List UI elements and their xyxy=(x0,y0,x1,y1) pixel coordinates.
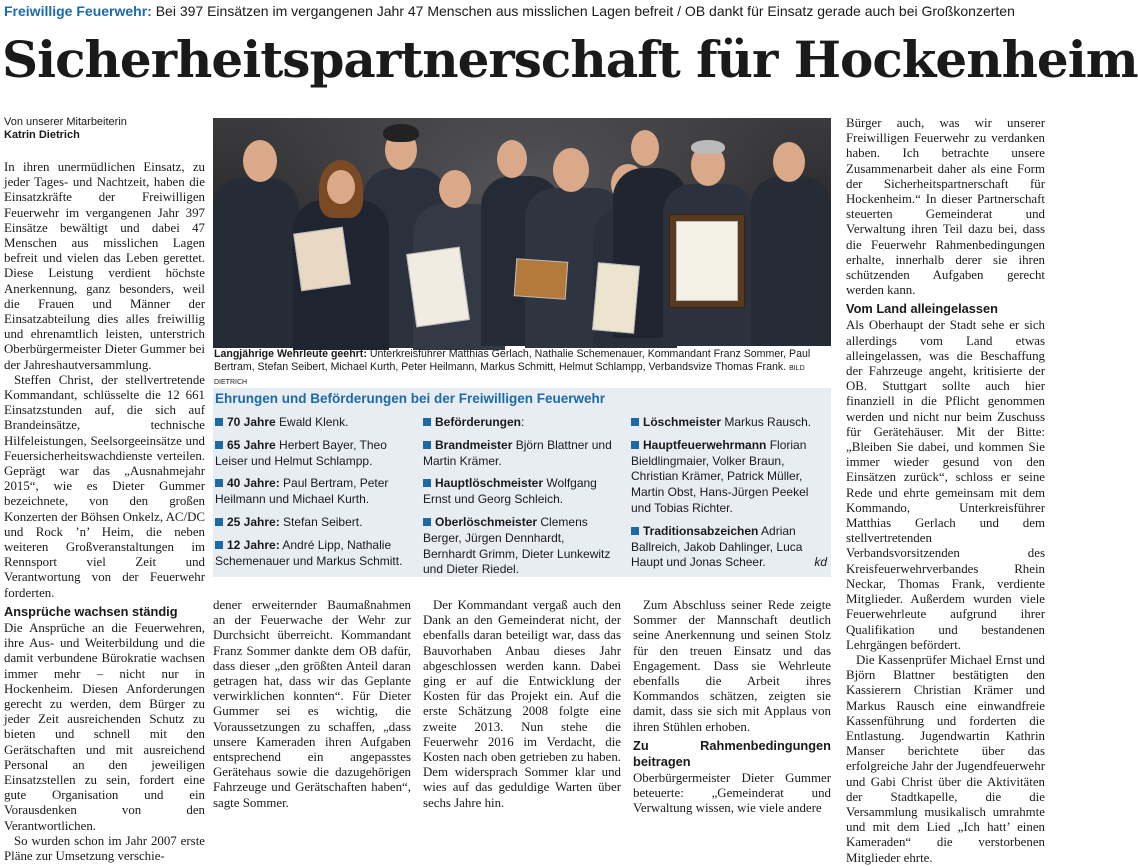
kicker-topic: Freiwillige Feuerwehr: xyxy=(4,3,152,19)
item-text: : xyxy=(521,415,525,429)
byline-role: Von unserer Mitarbeiterin xyxy=(4,116,127,128)
item-heading: Hauptlöschmeister xyxy=(435,476,544,491)
subheading: Vom Land alleingelassen xyxy=(846,301,998,317)
kicker-line xyxy=(4,3,1015,19)
bullet-square-icon xyxy=(215,541,223,549)
byline-author: Katrin Dietrich xyxy=(4,129,80,141)
author-signature: kd xyxy=(814,555,827,569)
item-heading: 40 Jahre: xyxy=(227,476,280,491)
infobox-column-3 xyxy=(631,415,823,578)
paragraph: Steffen Christ, der stellvertretende Kommandant, schlüsselte die 12 661 Einsatzstunden auf, die sich auf Brandeinsätze, technische Hilfeleistungen, Seelsorgeeinsätze und Feuersicherheitswachdienste verteilen. Geprägt war das „Ausnahmejahr 2015“, wie es Dieter Gummer bezeichnete, von den großen Konzerten der Böhsen Onkelz, AC/DC und Rock ’n’ Heim, die neben weiteren Großveranstaltungen im Rennsport viel Zeit und Verantwortung von der Feuerwehr forderten. xyxy=(4,372,205,600)
paragraph: dener erweiternder Baumaßnahmen an der Feuerwache der Wehr zur Durchsicht überreicht. Kommandant Franz Sommer dankte dem OB dafür, dass dieser „den größten Anteil daran getragen hat, dass wir das Geplante verwirklichen konnten“. Für Dieter Gummer sei es wichtig, die Voraussetzungen zu schaffen, „dass unsere Kameraden ihren Aufgaben entsprechend ein angepasstes Gerätehaus sowie die dazugehörigen Fahrzeuge und Gerätschaften haben“, sagte Sommer. xyxy=(213,598,411,810)
caption-lead: Langjährige Wehrleute geehrt: xyxy=(214,348,367,360)
bullet-square-icon xyxy=(423,518,431,526)
item-text: Ewald Klenk. xyxy=(279,415,349,429)
item-text: Björn Blattner und Martin Krämer. xyxy=(423,437,612,468)
list-item xyxy=(215,515,413,531)
list-item xyxy=(631,438,823,517)
group-photo xyxy=(213,118,831,342)
item-text: Stefan Seibert. xyxy=(283,514,363,529)
paragraph: So wurden schon im Jahr 2007 erste Pläne zur Umsetzung verschie- xyxy=(4,833,205,863)
list-item xyxy=(215,538,413,570)
honors-infobox xyxy=(213,388,831,577)
list-item xyxy=(423,515,615,578)
item-heading: 25 Jahre: xyxy=(227,514,280,529)
photo-caption xyxy=(214,348,832,389)
item-text: Florian Bieldlingmaier, Volker Braun, Christian Krämer, Patrick Müller, Martin Obst, Hans-Jürgen Peekel und Tobias Richter. xyxy=(631,437,809,515)
item-heading: Traditionsabzeichen xyxy=(643,523,759,538)
bullet-square-icon xyxy=(631,418,639,426)
paragraph: Als Oberhaupt der Stadt sehe er sich allerdings vom Land etwas alleingelassen, was die Beschaffung der Fahrzeuge angeht, kritisierte der OB. Stuttgart sollte auch hier finanziell in die Pflicht genommen werden und nicht nur beim Zuschuss für Gerätehäuser. Mit der Bitte: „Bleiben Sie dabei, und kommen Sie immer wieder gesund von den Einsätzen zurück“, schloss er seine Rede und ehrte gemeinsam mit dem Kommando, Unterkreisführer Matthias Gerlach und dem stellvertretenden Verbandsvorsitzenden des Kreisfeuerwehrverbandes Rhein Neckar, Thomas Frank, verdiente Mitglieder. Außerdem wurden viele Feuerwehrleute aufgrund ihrer Qualifikation und bestandenen Lehrgängen befördert. xyxy=(846,318,1045,652)
article-column-2 xyxy=(213,598,411,810)
list-item xyxy=(423,415,615,431)
bullet-square-icon xyxy=(423,479,431,487)
bullet-square-icon xyxy=(631,441,639,449)
item-heading: Hauptfeuerwehrmann xyxy=(643,437,767,452)
bullet-square-icon xyxy=(423,441,431,449)
caption-text: Unterkreisführer Matthias Gerlach, Nathalie Schemenauer, Kommandant Franz Sommer, Paul Bertram, Stefan Seibert, Michael Kurth, Peter Heilmann, Markus Schmitt, Helmut Schlampp, Verbandsvize Thomas Frank. xyxy=(214,348,811,373)
item-text: Herbert Bayer, Theo Leiser und Helmut Schlampp. xyxy=(215,437,387,468)
list-item xyxy=(215,438,413,470)
list-item xyxy=(631,524,823,571)
bullet-square-icon xyxy=(215,418,223,426)
bullet-square-icon xyxy=(215,441,223,449)
item-text: André Lipp, Nathalie Schemenauer und Markus Schmitt. xyxy=(215,537,403,568)
item-heading: 12 Jahre: xyxy=(227,537,280,552)
headline: Sicherheitspartnerschaft für Hockenheim xyxy=(2,30,1138,89)
item-text: Clemens Berger, Jürgen Dennhardt, Bernhardt Grimm, Dieter Lunkewitz und Dieter Riedel. xyxy=(423,514,611,577)
kicker-text: Bei 397 Einsätzen im vergangenen Jahr 47 Menschen aus misslichen Lagen befreit / OB dankt für Einsatz gerade auch bei Großkonzerten xyxy=(155,3,1015,19)
article-column-5 xyxy=(846,116,1046,865)
subheading: Zu Rahmenbedingungen beitragen xyxy=(633,737,831,769)
paragraph: In ihren unermüdlichen Einsatz, zu jeder Tages- und Nachtzeit, haben die Einsatzkräfte der Freiwilligen Feuerwehr im vergangenen Jahr 397 Einsätze bewältigt und dabei 47 Menschen aus misslichen Lagen befreit und vielen das Leben gerettet. Diese Leistung verdient höchste Anerkennung, ganz besonders, weil die Frauen und Männer der Einsatzabteilung dies alles freiwillig und ehrenamtlich leisten, unterstrich Oberbürgermeister Dieter Gummer bei der Jahreshautversammlung. xyxy=(4,160,205,372)
item-heading: Löschmeister xyxy=(643,415,722,429)
paragraph: Bürger auch, was wir unserer Freiwilligen Feuerwehr zu verdanken haben. Ich betrachte unsere Zusammenarbeit daher als eine Form der Sicherheitspartnerschaft für Hockenheim.“ In dieser Partnerschaft steuerten Gemeinderat und Verwaltung ihren Teil dazu bei, dass die Feuerwehr Rahmenbedingungen erhalte, innerhalb derer sie ihren schützenden Aufgaben gerecht werden kann. xyxy=(846,116,1045,298)
item-heading: Beförderungen xyxy=(435,415,522,429)
paragraph: Zum Abschluss seiner Rede zeigte Sommer der Mannschaft deutlich seine Anerkennung und seinen Stolz für den treuen Einsatz und das Engagement. Dass sie Wehrleute ebenfalls die Arbeit ihres Kommandos schätzen, zeigten sie damit, dass sie sich mit Applaus von ihren Stühlen erhoben. xyxy=(633,598,831,734)
item-text: Adrian Ballreich, Jakob Dahlinger, Luca Haupt und Jonas Scheer. xyxy=(631,523,803,570)
article-column-3 xyxy=(423,598,621,810)
item-heading: 70 Jahre xyxy=(227,415,276,429)
bullet-square-icon xyxy=(631,527,639,535)
item-text: Wolfgang Ernst und Georg Schleich. xyxy=(423,476,597,507)
byline xyxy=(4,116,205,142)
subheading: Ansprüche wachsen ständig xyxy=(4,603,178,619)
list-item xyxy=(215,415,413,431)
list-item xyxy=(215,476,413,508)
bullet-square-icon xyxy=(215,518,223,526)
bullet-square-icon xyxy=(215,479,223,487)
list-item xyxy=(423,438,615,470)
list-item xyxy=(423,476,615,508)
infobox-column-1 xyxy=(215,415,413,576)
paragraph: Die Ansprüche an die Feuerwehren, ihre Aus- und Weiterbildung und die damit verbundene Bürokratie wachsen immer mehr – nicht nur in Hockenheim. Diesen Anforderungen gerecht zu werden, dem Bürger zu jeder Zeit ausreichenden Schutz zu bieten und schnell mit den Gerätschaften und mit ausreichend Personal an den jeweiligen Einsatzstellen zu sein, fordert eine gute Organisation und ein Vorausdenken von den Verantwortlichen. xyxy=(4,620,205,833)
infobox-column-2 xyxy=(423,415,615,585)
item-heading: 65 Jahre xyxy=(227,437,276,452)
photo-credit: BILD DIETRICH xyxy=(214,365,805,386)
item-heading: Brandmeister xyxy=(435,437,513,452)
paragraph: Oberbürgermeister Dieter Gummer beteuerte: „Gemeinderat und Verwaltung wissen, wie viele andere xyxy=(633,770,831,816)
list-item xyxy=(631,415,823,431)
item-text: Paul Bertram, Peter Heilmann und Michael Kurth. xyxy=(215,476,389,507)
article-column-4 xyxy=(633,598,831,816)
item-text: Markus Rausch. xyxy=(724,415,812,429)
article-column-1 xyxy=(4,116,205,863)
paragraph: Die Kassenprüfer Michael Ernst und Björn Blattner bestätigten den Kassierern Christian Krämer und Markus Rausch eine einwandfreie Kassenführung und forderten die Entlastung. Jugendwartin Kathrin Manser berichtete über das erfolgreiche Jahr der Jugendfeuerwehr und Gabi Christ über die Aktivitäten der Stadtkapelle, die die Versammlung musikalisch umrahmte und mit dem Lied „Ich hatt’ einen Kameraden“ die verstorbenen Mitglieder ehrte. xyxy=(846,652,1046,865)
bullet-square-icon xyxy=(423,418,431,426)
infobox-title: Ehrungen und Beförderungen bei der Freiwilligen Feuerwehr xyxy=(215,391,606,406)
paragraph: Der Kommandant vergaß auch den Dank an den Gemeinderat nicht, der ebenfalls daran beteiligt war, dass das Bauvorhaben Anbau dieses Jahr abgeschlossen werden kann. Dabei ging er auf die Entwicklung der Kosten für das Projekt ein. Auf die erste Schätzung 2008 folgte eine zweite 2013. Nun stehe die Feuerwehr 2016 im Verdacht, die Kosten nach oben getrieben zu haben. Dem widersprach Sommer klar und wies auf das geduldige Warten über sechs Jahre hin. xyxy=(423,598,621,810)
item-heading: Oberlöschmeister xyxy=(435,514,538,529)
